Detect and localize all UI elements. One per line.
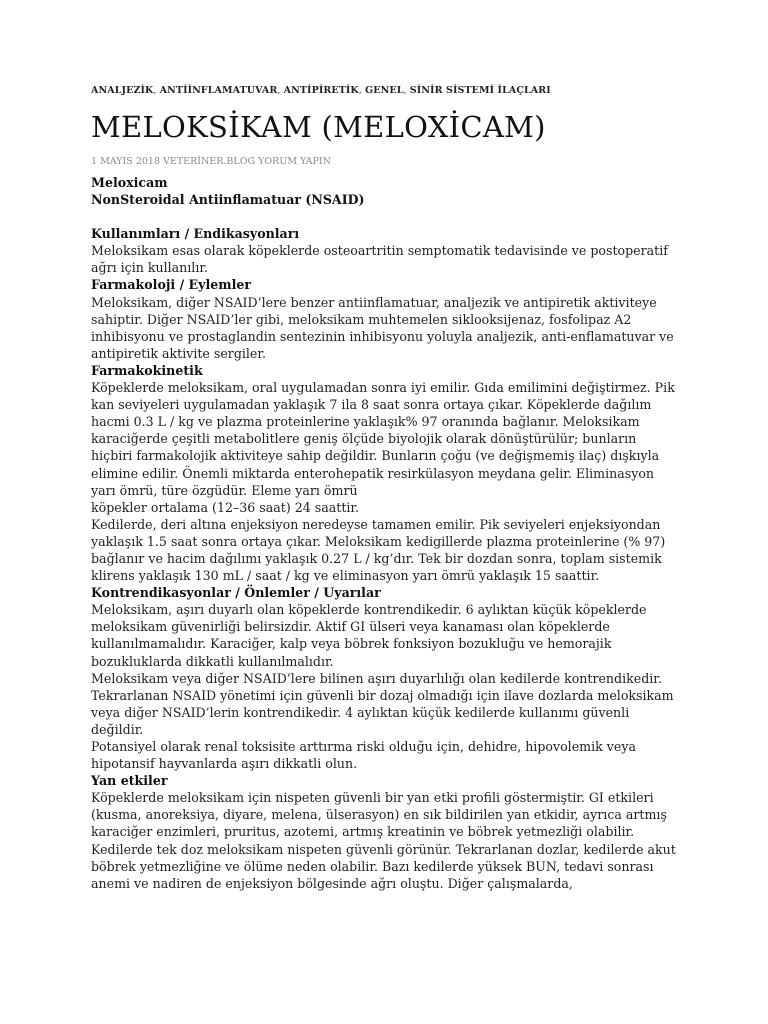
category-link-genel[interactable]: GENEL xyxy=(365,85,404,96)
paragraph-pharmacology: Meloksikam, diğer NSAID’lere benzer antiinflamatuar, analjezik ve antipiretik aktiviteye sahiptir. Diğer NSAID’ler gibi, meloksikam muhtemelen siklooksijenaz, fosfolipaz A2 inhibisyonu ve prostaglandin sentezinin inhibisyonu yoluyla analjezik, anti-enflamatuvar ve antipiretik aktivite sergiler. xyxy=(91,294,674,361)
category-separator: , xyxy=(277,85,284,96)
paragraph-contraindications-cats: Meloksikam veya diğer NSAID’lere bilinen aşırı duyarlılığı olan kedilerde kontrendikedir. Tekrarlanan NSAID yönetimi için güvenli bir dozaj olmadığı için ilave dozlarda meloksikam veya diğer NSAID’lerin kontrendikedir. 4 aylıktan küçük kedilerde kullanımı güvenli değildir. xyxy=(91,670,674,737)
category-list xyxy=(91,84,681,98)
category-link-analjezik[interactable]: ANALJEZİK xyxy=(91,85,154,96)
category-link-antiinflamatuvar[interactable]: ANTİİNFLAMATUVAR xyxy=(159,85,278,96)
paragraph-side-effects-cats: Kedilerde tek doz meloksikam nispeten güvenli görünür. Tekrarlanan dozlar, kedilerde akut böbrek yetmezliğine ve ölüme neden olabilir. Bazı kedilerde yüksek BUN, tedavi sonrası anemi ve nadiren de enjeksiyon bölgesinde ağrı oluştu. Diğer çalışmalarda, xyxy=(91,841,676,891)
drug-name: Meloxicam xyxy=(91,175,168,190)
spacer xyxy=(91,208,681,225)
page-title: MELOKSİKAM (MELOXİCAM) xyxy=(91,110,546,144)
paragraph-pharmacokinetics-cats: Kedilerde, deri altına enjeksiyon neredeyse tamamen emilir. Pik seviyeleri enjeksiyondan yaklaşık 1.5 saat sonra ortaya çıkar. Meloksikam kedigillerde plazma proteinlerine (% 97) bağlanır ve hacim dağılımı yaklaşık 0.27 L / kg’dır. Tek bir dozdan sonra, toplam sistemik klirens yaklaşık 130 mL / saat / kg ve eliminasyon yarı ömrü yaklaşık 15 saattir. xyxy=(91,516,666,584)
section-heading-contraindications: Kontrendikasyonlar / Önlemler / Uyarılar xyxy=(91,585,381,601)
category-separator: , xyxy=(403,85,410,96)
category-link-antipiretik[interactable]: ANTİPİRETİK xyxy=(283,85,359,96)
section-heading-side-effects: Yan etkiler xyxy=(91,773,168,789)
post-date-link[interactable]: 1 MAYIS 2018 xyxy=(91,156,160,167)
comment-link[interactable]: YORUM YAPIN xyxy=(258,156,331,167)
post-author-link[interactable]: VETERİNER.BLOG xyxy=(163,156,256,167)
section-heading-pharmacology: Farmakoloji / Eylemler xyxy=(91,277,252,293)
category-link-sinir-sistemi[interactable]: SİNİR SİSTEMİ İLAÇLARI xyxy=(409,85,551,96)
paragraph-indications: Meloksikam esas olarak köpeklerde osteoartritin semptomatik tedavisinde ve postoperatif ağrı için kullanılır. xyxy=(91,243,668,276)
paragraph-pharmacokinetics-dogs: Köpeklerde meloksikam, oral uygulamadan sonra iyi emilir. Gıda emilimini değiştirmez. Pik kan seviyeleri uygulamadan yaklaşık 7 ila 8 saat sonra ortaya çıkar. Köpeklerde dağılım hacmi 0.3 L / kg ve plazma proteinlerine yaklaşık% 97 oranında bağlanır. Meloksikam karaciğerde çeşitli metabolitlere geniş ölçüde biyolojik olarak dönüştürülür; bunların hiçbiri farmakolojik aktiviteye sahip değildir. Bunların çoğu (ve değişmemiş ilaç) dışkıyla elimine edilir. Önemli miktarda enterohepatik resirkülasyon meydana gelir. Eliminasyon yarı ömrü, türe özgüdür. Eleme yarı ömrü xyxy=(91,380,675,498)
article-body xyxy=(91,174,681,892)
paragraph-side-effects-dogs: Köpeklerde meloksikam için nispeten güvenli bir yan etki profili göstermiştir. GI etkileri (kusma, anoreksiya, diyare, melena, ülserasyon) en sık bildirilen yan etkidir, ayrıca artmış karaciğer enzimleri, pruritus, azotemi, artmış kreatinin ve böbrek yetmezliği olabilir. xyxy=(91,790,667,840)
paragraph-pharmacokinetics-halflife: köpekler ortalama (12–36 saat) 24 saattir. xyxy=(91,499,360,515)
section-heading-pharmacokinetics: Farmakokinetik xyxy=(91,362,203,378)
paragraph-contraindications-renal: Potansiyel olarak renal toksisite arttırma riski olduğu için, dehidre, hipovolemik veya hipotansif hayvanlarda aşırı dikkatli olun. xyxy=(91,739,636,772)
category-separator: , xyxy=(153,85,160,96)
drug-class: NonSteroidal Antiinflamatuar (NSAID) xyxy=(91,192,365,208)
article xyxy=(91,84,681,892)
post-meta xyxy=(91,155,681,169)
paragraph-contraindications-dogs: Meloksikam, aşırı duyarlı olan köpeklerde kontrendikedir. 6 aylıktan küçük köpeklerde meloksikam güvenirliği belirsizdir. Aktif GI ülseri veya kanaması olan köpeklerde kullanılmamalıdır. Karaciğer, kalp veya böbrek fonksiyon bozukluğu ve hemorajik bozukluklarda dikkatli kullanılmalıdır. xyxy=(91,602,647,669)
category-separator: , xyxy=(358,85,366,96)
section-heading-indications: Kullanımları / Endikasyonları xyxy=(91,226,300,242)
